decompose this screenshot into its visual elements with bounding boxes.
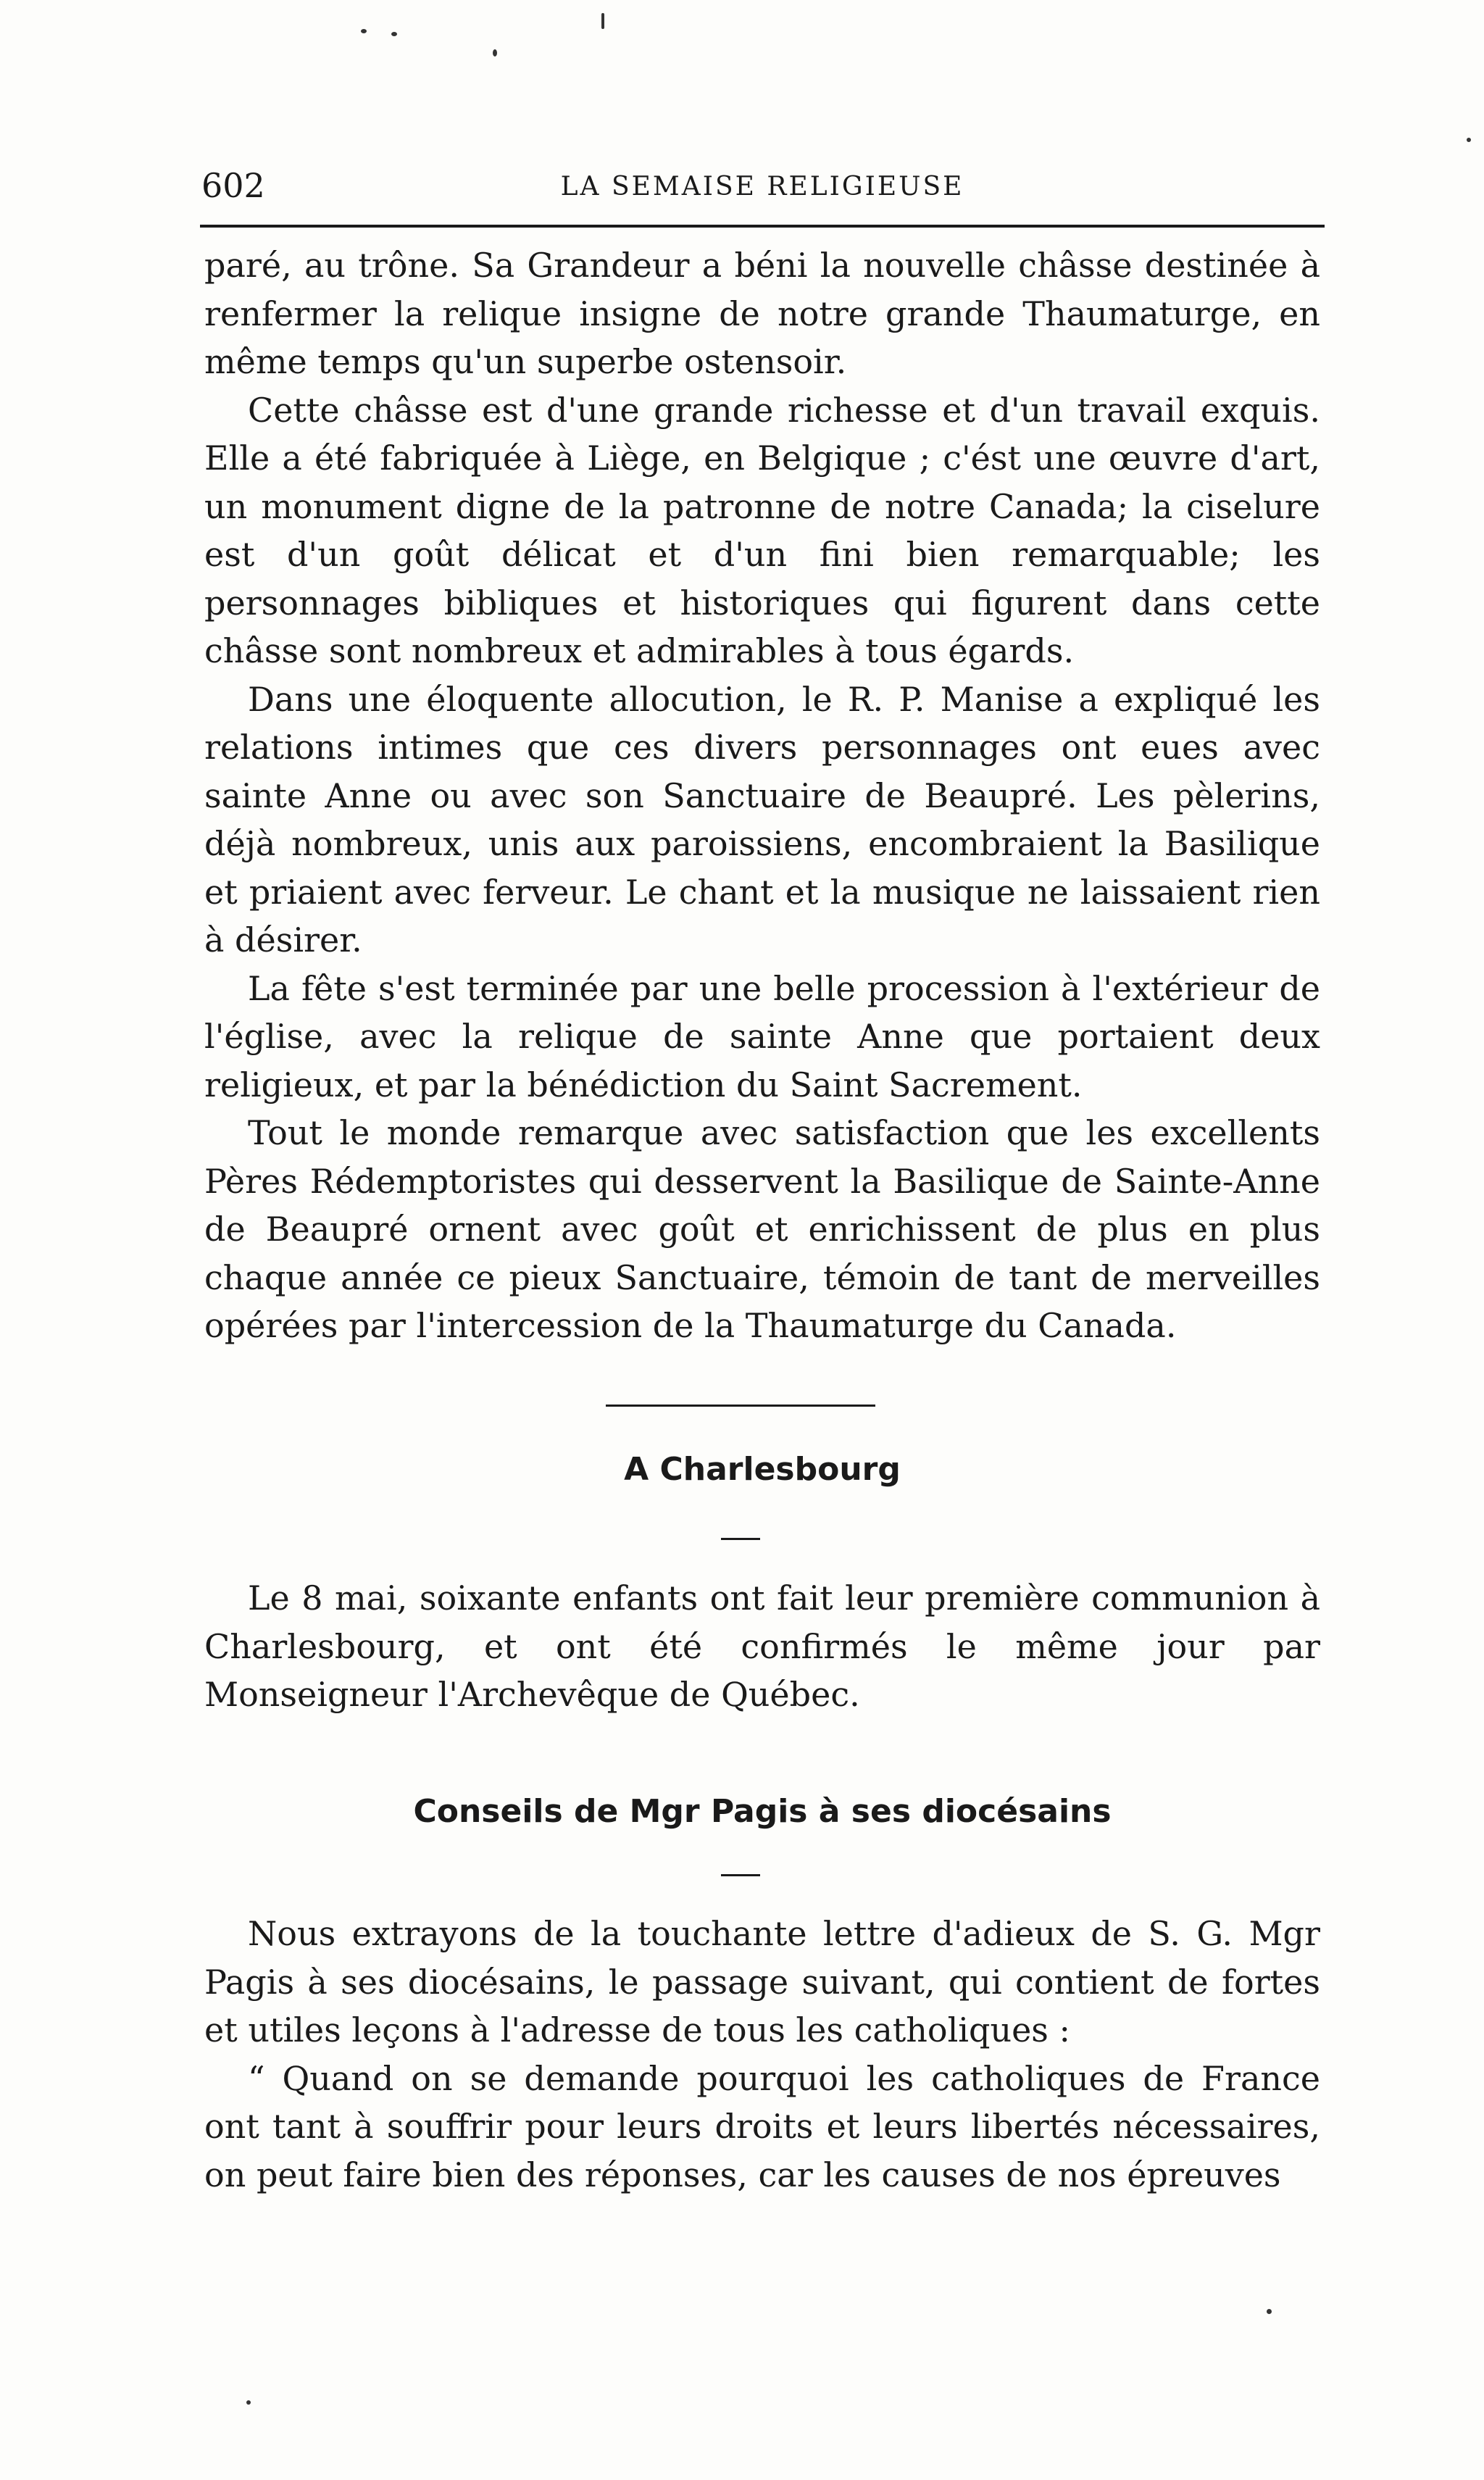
body-text: [204, 241, 1320, 1350]
header-rule: [200, 225, 1325, 228]
running-head: [201, 164, 1323, 207]
heading-dash: [721, 1538, 760, 1540]
scan-speck: [1467, 138, 1471, 142]
paragraph: Dans une éloquente allocution, le R. P. Manise a expliqué les relations intimes que ces divers personnages ont eues avec sainte Anne ou avec son Sanctuaire de Beaupré. Les pèlerins, déjà nombreux, unis aux paroissiens, encombraient la Basilique et priaient avec ferveur. Le chant et la musique ne laissaient rien à désirer.: [204, 679, 1320, 960]
scan-speck: [246, 2400, 251, 2405]
paragraph: paré, au trône. Sa Grandeur a béni la nouvelle châsse destinée à renfermer la relique insigne de notre grande Thaumaturge, en même temps qu'un superbe ostensoir.: [204, 246, 1320, 381]
paragraph: Cette châsse est d'une grande richesse et d'un travail exquis. Elle a été fabriquée à Liège, en Belgique ; c'ést une œuvre d'art, un monument digne de la patronne de notre Canada; la ciselure est d'un goût délicat et d'un fini bien remarquable; les personnages bibliques et historiques qui figurent dans cette châsse sont nombreux et admirables à tous égards.: [204, 390, 1320, 670]
section-separator: [606, 1405, 875, 1407]
page-number: 602: [201, 166, 265, 205]
paragraph: “ Quand on se demande pourquoi les catholiques de France ont tant à souffrir pour leurs droits et leurs libertés nécessaires, on peut faire bien des réponses, car les causes de nos épreuves: [204, 2058, 1320, 2194]
paragraph: La fête s'est terminée par une belle procession à l'extérieur de l'église, avec la relique de sainte Anne que portaient deux religieux, et par la bénédiction du Saint Sacrement.: [204, 968, 1320, 1104]
section-heading-pagis: Conseils de Mgr Pagis à ses diocésains: [413, 1793, 1112, 1830]
section-pagis-text: [204, 1910, 1320, 2199]
section-charlesbourg-text: [204, 1574, 1320, 1719]
journal-title: LA SEMAISE RELIGIEUSE: [560, 172, 964, 201]
paragraph: Tout le monde remarque avec satisfaction que les excellents Pères Rédemptoristes qui desservent la Basilique de Sainte-Anne de Beaupré ornent avec goût et enrichissent de plus en plus chaque année ce pieux Sanctuaire, témoin de tant de merveilles opérées par l'intercession de la Thaumaturge du Canada.: [204, 1113, 1320, 1345]
scan-speck: [391, 32, 397, 36]
scan-speck: [493, 49, 497, 57]
scan-speck: [361, 29, 367, 33]
scan-speck: [1267, 2309, 1272, 2314]
paragraph: Nous extrayons de la touchante lettre d'adieux de S. G. Mgr Pagis à ses diocésains, le passage suivant, qui contient de fortes et utiles leçons à l'adresse de tous les catholiques :: [204, 1914, 1320, 2050]
section-heading-charlesbourg: A Charlesbourg: [624, 1451, 901, 1488]
heading-dash: [721, 1874, 760, 1876]
scan-speck: [601, 13, 604, 29]
paragraph: Le 8 mai, soixante enfants ont fait leur première communion à Charlesbourg, et ont été confirmés le même jour par Monseigneur l'Archevêque de Québec.: [204, 1578, 1320, 1714]
